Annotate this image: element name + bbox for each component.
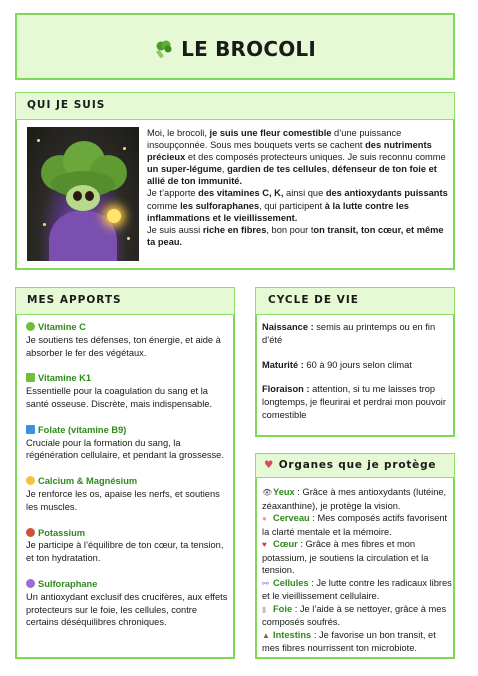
organ-name: Cerveau: [273, 513, 310, 523]
dot-marker-icon: [26, 476, 35, 485]
mes-apports-list: [26, 321, 231, 642]
organ-text: : Grâce à mes fibres et mon potassium, je soutiens la circulation et la tension.: [262, 539, 429, 575]
organ-name: Cellules: [273, 577, 309, 588]
nutrient-title: [26, 372, 231, 385]
organ-item: [262, 577, 454, 603]
broccoli-icon: [154, 37, 181, 61]
broccoli-wizard-illustration: [27, 127, 139, 261]
nutrient-name: Folate (vitamine B9): [38, 424, 127, 435]
brain-icon: ●: [262, 514, 267, 523]
nutrient-description: Cruciale pour la formation du sang, la régénération cellulaire, et pendant la grossesse.: [26, 437, 224, 461]
qui-text-bold: à la lutte contre les inflammations et le vieillissement.: [147, 200, 409, 223]
cycle-label: Naissance :: [262, 322, 314, 332]
nutrient-name: Sulforaphane: [38, 578, 98, 589]
organ-name: Yeux: [273, 487, 295, 497]
title-banner: [15, 13, 455, 80]
nutrient-title: [26, 527, 231, 540]
nutrient-name: Vitamine K1: [38, 373, 92, 384]
nutrient-description: Je renforce les os, apaise les nerfs, et soutiens les muscles.: [26, 488, 220, 512]
cycle-de-vie-section: [255, 287, 455, 437]
qui-text-run: ,: [326, 164, 332, 175]
nutrient-item: [26, 372, 231, 410]
mes-apports-title: MES APPORTS: [27, 294, 122, 306]
qui-text-run: Moi, le brocoli,: [147, 128, 210, 138]
cycle-label: Maturité :: [262, 359, 304, 370]
organ-text: : Je lutte contre les radicaux libres et le vieillissement cellulaire.: [262, 577, 452, 601]
nutrient-description: Je soutiens tes défenses, ton énergie, et aide à absorber le fer des végétaux.: [26, 334, 221, 358]
nutrient-description: Je participe à l’équilibre de ton cœur, ta tension, et ton hydratation.: [26, 540, 224, 564]
organ-text: : Je l’aide à se nettoyer, grâce à mes composés soufrés.: [262, 603, 447, 627]
organ-name: Foie: [273, 603, 293, 614]
nutrient-description: Un antioxydant exclusif des crucifères, aux effets protecteurs sur le foie, les cellules, contre certains déséquilibres chroniques.: [26, 591, 228, 628]
organ-text: : Mes composés actifs favorisent la clarté mentale et la mémoire.: [262, 513, 448, 537]
organ-text: : Grâce à mes antioxydants (lutéine, zéaxanthine), je protège la vision.: [262, 487, 447, 511]
heart-icon: ♥: [262, 540, 267, 549]
qui-text-bold: des vitamines C, K,: [198, 188, 284, 199]
nutrient-item: [26, 475, 231, 513]
qui-text-run: Je t’apporte: [147, 188, 199, 199]
qui-text-bold: des antioxydants puissants: [325, 188, 448, 199]
qui-text-run: , qui participent: [259, 200, 325, 211]
qui-text-bold: défenseur de ton foie et allié de ton immunité.: [147, 164, 437, 187]
qui-text-run: et des composés protecteurs uniques. Je suis reconnu comme: [185, 152, 446, 163]
organ-text: : Je favorise un bon transit, et mes fibres nourrissent ton microbiote.: [262, 629, 436, 653]
organ-item: [262, 538, 454, 577]
organes-list: [262, 486, 454, 655]
square-marker-icon: [26, 425, 35, 434]
qui-text-bold: riche en fibres: [202, 224, 267, 235]
organ-name: Cœur: [273, 539, 298, 549]
nutrient-item: [26, 424, 231, 462]
nutrient-title: [26, 321, 231, 334]
cycle-de-vie-title: CYCLE DE VIE: [268, 294, 359, 306]
qui-text-bold: les sulforaphanes: [180, 200, 260, 211]
page-title-text: LE BROCOLI: [181, 37, 317, 61]
nutrient-title: [26, 424, 231, 437]
organ-item: [262, 603, 454, 629]
mes-apports-header: [15, 287, 235, 315]
dot-marker-icon: [26, 528, 35, 537]
organes-title: Organes que je protège: [278, 459, 437, 471]
qui-text-bold: on transit, ton cœur, et même ta peau.: [147, 224, 444, 247]
cycle-item: [262, 383, 452, 421]
cycle-text: attention, si tu me laisses trop longtemps, je fleurirai et perdrai mon pouvoir comestible: [262, 384, 446, 420]
qui-text-run: ainsi que: [283, 188, 326, 199]
qui-text-run: d’une puissance insoupçonnée. Sous mes bouquets verts se cachent: [147, 128, 402, 151]
nutrient-description: Essentielle pour la coagulation du sang et la santé osseuse. Discrète, mais indispensable.: [26, 386, 213, 409]
intestine-icon: ▲: [262, 630, 270, 640]
nutrient-item: [26, 527, 231, 565]
organ-item: [262, 629, 454, 655]
liver-icon: ▮: [262, 604, 267, 614]
dot-marker-icon: [26, 579, 35, 588]
cycle-de-vie-header: [255, 287, 455, 315]
square-marker-icon: [26, 373, 35, 382]
qui-text-run: comme: [147, 200, 181, 211]
qui-text-run: Je suis aussi: [147, 224, 203, 235]
qui-je-suis-section: [15, 120, 455, 270]
organes-section: [255, 453, 455, 659]
qui-je-suis-text: [147, 127, 451, 248]
qui-text-run: ,: [221, 164, 228, 175]
eye-icon: 👁: [262, 488, 273, 497]
nutrient-item: [26, 578, 231, 629]
qui-je-suis-title: QUI JE SUIS: [27, 99, 106, 111]
dot-marker-icon: [26, 322, 35, 331]
cycle-item: [262, 359, 452, 372]
qui-text-bold: un super-légume: [147, 164, 222, 175]
qui-text-bold: je suis une fleur comestible: [209, 128, 332, 138]
organ-item: [262, 512, 454, 538]
page-title: [17, 37, 453, 61]
dna-icon: ⚯: [262, 578, 269, 588]
nutrient-name: Vitamine C: [38, 322, 86, 332]
nutrient-item: [26, 321, 231, 359]
nutrient-title: [26, 578, 231, 591]
nutrient-title: [26, 475, 231, 488]
mes-apports-section: [15, 287, 235, 659]
cycle-text: 60 à 90 jours selon climat: [303, 359, 412, 370]
anatomical-heart-icon: ♥: [264, 459, 275, 471]
organes-header: [255, 453, 455, 478]
cycle-label: Floraison :: [262, 384, 310, 395]
qui-text-run: , bon pour t: [266, 224, 314, 235]
nutrient-name: Potassium: [38, 527, 86, 538]
qui-text-bold: des nutriments précieux: [147, 140, 432, 163]
nutrient-name: Calcium & Magnésium: [38, 476, 138, 487]
organ-item: [262, 486, 454, 512]
cycle-text: semis au printemps ou en fin d’été: [262, 322, 436, 345]
qui-text-bold: gardien de tes cellules: [227, 164, 327, 175]
qui-je-suis-header: [15, 92, 455, 120]
cycle-de-vie-list: [262, 321, 452, 434]
organ-name: Intestins: [273, 629, 312, 640]
cycle-item: [262, 321, 452, 347]
